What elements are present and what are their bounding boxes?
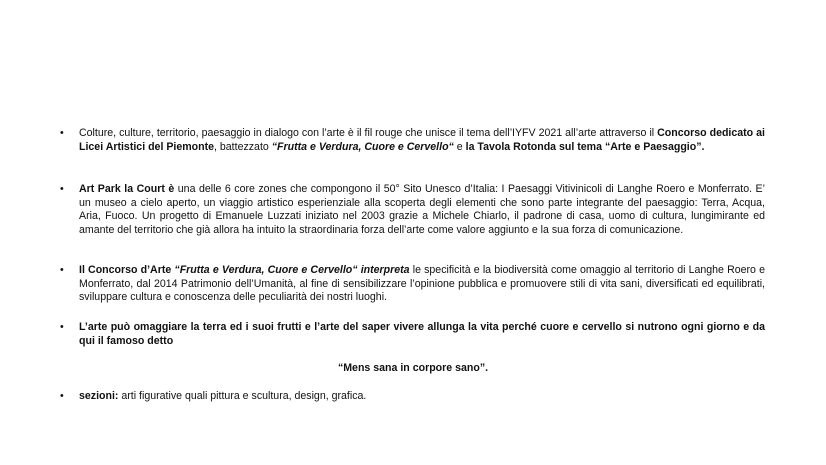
bullet-icon: • <box>60 264 64 276</box>
paragraph-concorso: Il Concorso d’Arte “Frutta e Verdura, Cuore e Cervello“ interpreta le specificità e la biodiversità come omaggio al territorio di Langhe Roero e Monferrato, dal 2014 Patrimonio dell’Umanità, al fine di sensibilizzare l’opinione pubblica e promuovere stili di vita sani, diversificati ed equilibrati, sviluppare cultura e conoscenza delle peculiarità dei nostri luoghi. <box>79 264 765 304</box>
bullet-icon: • <box>60 321 64 333</box>
paragraph-art-park: Art Park la Court è una delle 6 core zones che compongono il 50° Sito Unesco d’Italia: I Paesaggi Vitivinicoli di Langhe Roero e Monferrato. E’ un museo a cielo aperto, un viaggio artistico esperienziale alla scoperta degli elementi che sono parte integrante del paesaggio: Terra, Acqua, Aria, Fuoco. Un progetto di Emanuele Luzzati iniziato nel 2003 grazie a Michele Chiarlo, il padrone di casa, uomo di cultura, lungimirante ed amante del territorio che già allora ha intuito la straordinaria forza dell’arte come valore aggiunto e la sua forza di comunicazione. <box>79 183 765 236</box>
paragraph-sezioni: sezioni: arti figurative quali pittura e scultura, design, grafica. <box>79 390 367 402</box>
motto-quote: “Mens sana in corpore sano”. <box>337 362 489 374</box>
paragraph-iyfv: Colture, culture, territorio, paesaggio in dialogo con l’arte è il fil rouge che unisce il tema dell’IYFV 2021 all’arte attraverso il Concorso dedicato ai Licei Artistici del Piemonte, battezzato “Frutta e Verdura, Cuore e Cervello“ e la Tavola Rotonda sul tema “Arte e Paesaggio”. <box>79 127 765 153</box>
bullet-icon: • <box>60 183 64 195</box>
paragraph-arte: L’arte può omaggiare la terra ed i suoi frutti e l’arte del saper vivere allunga la vita perché cuore e cervello si nutrono ogni giorno e da qui il famoso detto <box>79 321 765 347</box>
bullet-icon: • <box>60 390 64 402</box>
bullet-icon: • <box>60 127 64 139</box>
